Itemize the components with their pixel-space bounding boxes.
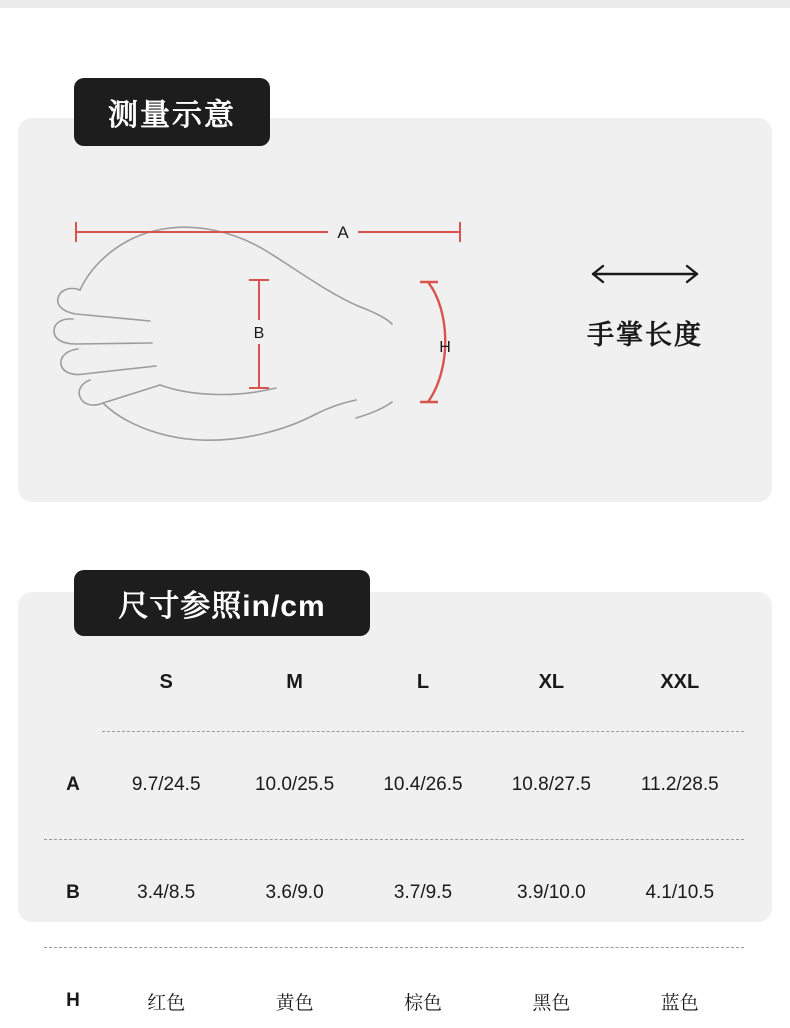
divider-cell [44,812,744,866]
size-table-body [44,704,744,1028]
cell-b-xl: 3.9/10.0 [517,882,586,903]
palm-length-legend [545,262,745,352]
cell-a-xxl: 11.2/28.5 [640,774,719,795]
table-divider [44,812,744,866]
size-section-title: 尺寸参照in/cm [74,570,370,636]
size-table-header [44,660,744,704]
cell-h-s: 红色 [147,992,186,1014]
divider-cell [44,920,744,974]
measure-a-label: A [337,223,349,242]
cell-a-s: 9.7/24.5 [131,774,201,795]
size-table [44,660,744,1028]
measure-b-label: B [253,325,265,342]
cell-h-m: 黄色 [275,992,314,1014]
column-header-l: L [416,670,430,693]
column-header-s: S [159,670,173,693]
table-header-row [44,660,744,704]
cell-b-xxl: 4.1/10.5 [645,882,715,903]
measurement-section-title: 测量示意 [74,78,270,146]
double-arrow-horizontal-icon [585,262,705,286]
divider-cell-blank [44,704,102,758]
row-header-a: A [66,774,80,795]
cell-b-m: 3.6/9.0 [265,882,324,903]
column-header-xxl: XXL [660,670,700,693]
table-divider [44,920,744,974]
column-header-xl: XL [538,670,565,693]
top-divider-strip [0,0,790,8]
measure-a-line [76,222,460,242]
palm-length-label: 手掌长度 [587,320,703,350]
table-row [44,866,744,920]
cell-a-xl: 10.8/27.5 [511,774,591,795]
cell-b-l: 3.7/9.5 [393,882,453,903]
table-divider [44,704,744,758]
hand-measurement-diagram [40,190,510,470]
cell-a-l: 10.4/26.5 [383,774,463,795]
cell-h-l: 棕色 [403,992,442,1014]
measure-h-label: H [439,339,451,356]
cell-h-xl: 黑色 [532,992,571,1014]
row-header-h: H [66,990,80,1011]
table-row [44,974,744,1028]
column-header-blank [44,660,102,704]
hand-outline-icon [54,227,392,440]
column-header-m: M [286,670,303,693]
row-header-b: B [66,882,80,903]
size-table-wrapper [44,660,744,1028]
cell-h-xxl: 蓝色 [660,992,699,1014]
divider-cell [102,704,744,758]
cell-b-s: 3.4/8.5 [137,882,196,903]
cell-a-m: 10.0/25.5 [254,774,335,795]
table-row [44,758,744,812]
